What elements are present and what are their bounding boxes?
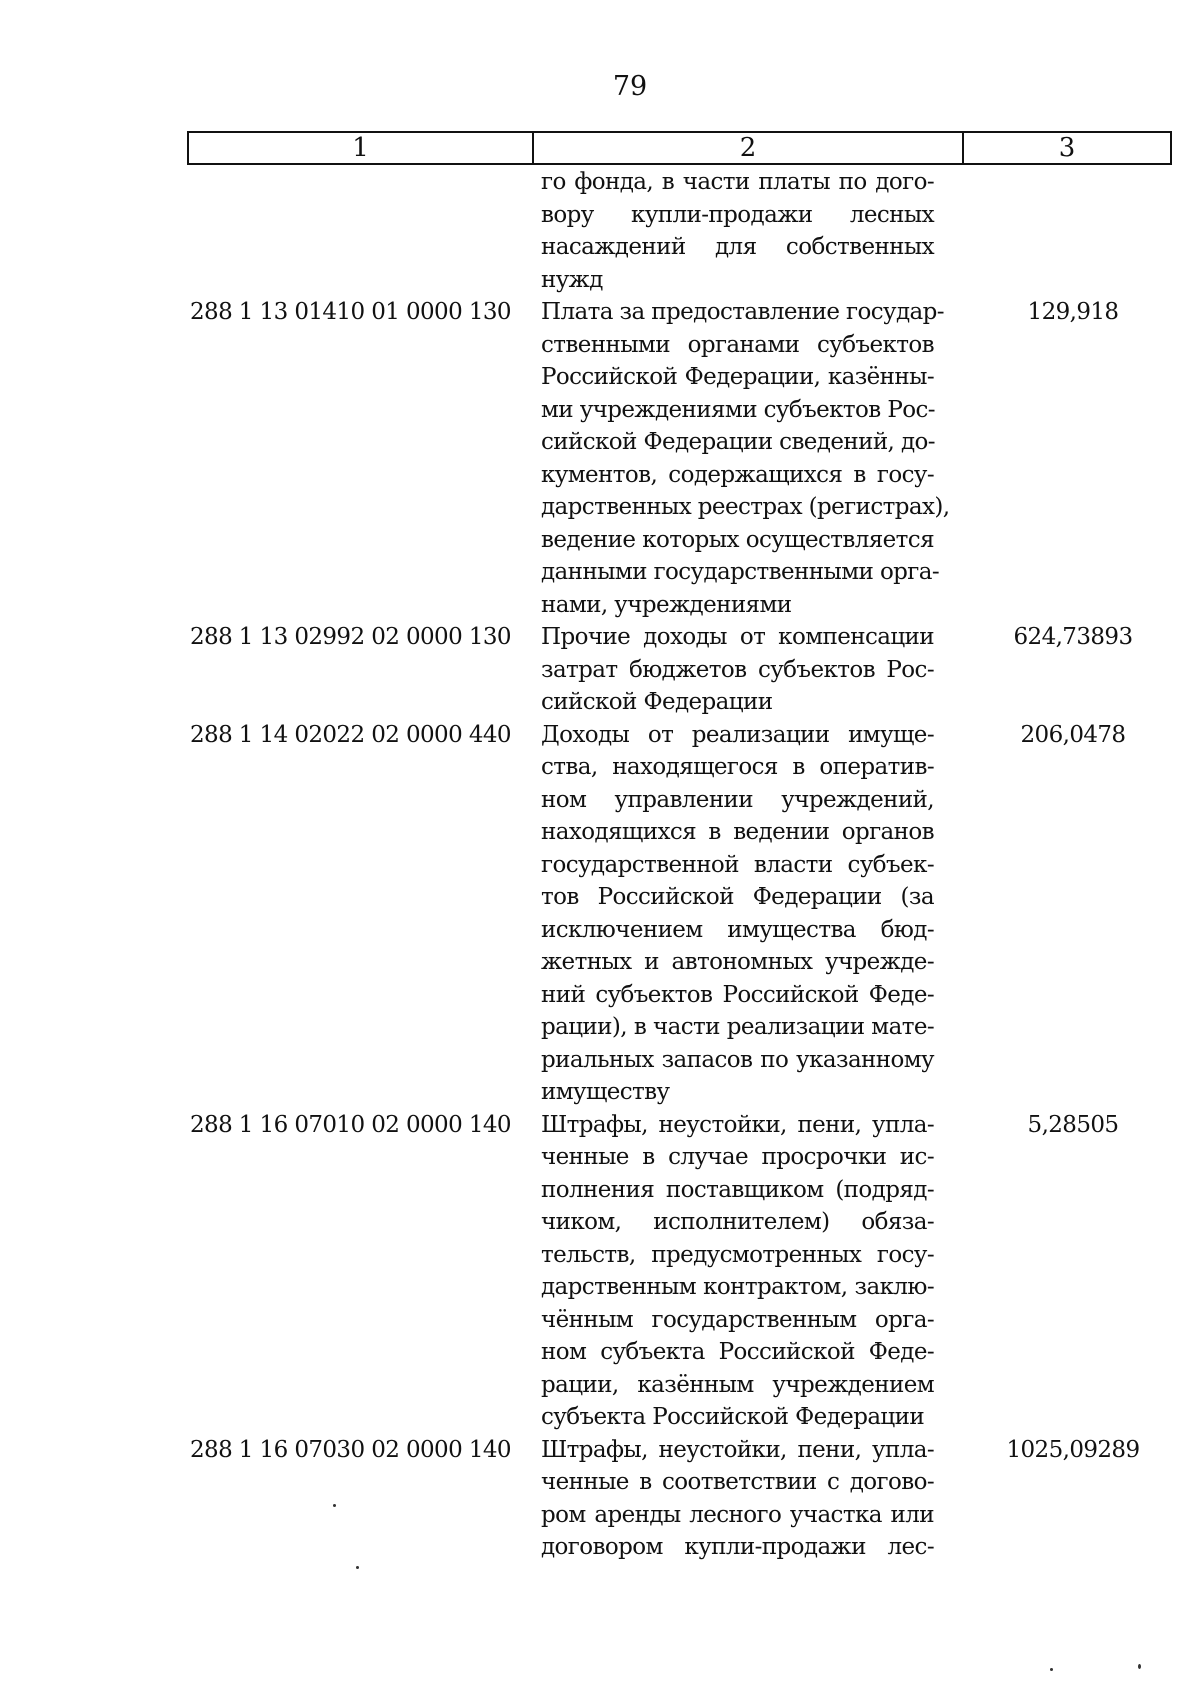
description-line: договором купли-продажи лес-	[541, 1534, 934, 1560]
description-line: ром аренды лесного участка или	[541, 1501, 934, 1528]
revenue-description	[532, 1434, 962, 1564]
table-row	[187, 1109, 1172, 1434]
description-line: Доходы от реализации имуще-	[541, 721, 934, 748]
description-line: ченные в соответствии с догово-	[541, 1469, 934, 1495]
revenue-amount: 1025,09289	[1006, 1436, 1140, 1463]
table-row	[187, 296, 1172, 621]
description-line: ном управлении учреждений,	[541, 786, 934, 813]
scan-speck	[333, 1504, 336, 1507]
description-line: государственной власти субъек-	[541, 851, 934, 878]
revenue-amount: 206,0478	[1020, 721, 1126, 748]
page-number: 79	[612, 71, 648, 102]
description-line: ном субъекта Российской Феде-	[541, 1339, 934, 1365]
revenue-code: 288 1 13 02992 02 0000 130	[190, 624, 511, 650]
description-line: чённым государственным орга-	[541, 1306, 934, 1333]
revenue-description	[532, 166, 962, 296]
revenue-description	[532, 719, 962, 1109]
description-line: ми учреждениями субъектов Рос-	[541, 396, 935, 423]
description-line: Штрафы, неустойки, пени, упла-	[541, 1436, 934, 1463]
description-line: рации, казённым учреждением	[541, 1371, 934, 1398]
description-line: субъекта Российской Федерации	[541, 1404, 925, 1430]
description-line: данными государственными орга-	[541, 559, 940, 585]
table-row	[187, 1434, 1172, 1564]
description-line: Прочие доходы от компенсации	[541, 624, 934, 650]
header-col-2: 2	[534, 133, 964, 163]
description-line: нами, учреждениями	[541, 591, 792, 618]
scan-speck	[356, 1566, 359, 1569]
revenue-amount: 624,73893	[1013, 624, 1133, 650]
description-line: насаждений для собственных	[541, 234, 934, 260]
description-line: сийской Федерации сведений, до-	[541, 429, 935, 455]
description-line: ведение которых осуществляется	[541, 526, 934, 553]
description-line: кументов, содержащихся в госу-	[541, 461, 934, 488]
description-line: рации), в части реализации мате-	[541, 1014, 934, 1040]
description-line: жетных и автономных учрежде-	[541, 949, 934, 975]
scan-speck	[1138, 1664, 1141, 1669]
description-line: ченные в случае просрочки ис-	[541, 1144, 934, 1170]
table-row	[187, 719, 1172, 1109]
description-line: Штрафы, неустойки, пени, упла-	[541, 1111, 934, 1138]
scan-speck	[1050, 1668, 1053, 1671]
description-line: полнения поставщиком (подряд-	[541, 1176, 934, 1203]
description-line: дарственным контрактом, заклю-	[541, 1274, 934, 1300]
table-body	[187, 166, 1172, 1564]
description-line: го фонда, в части платы по дого-	[541, 169, 934, 195]
table-row-continuation	[187, 166, 1172, 296]
description-line: вору купли-продажи лесных	[541, 201, 934, 228]
description-line: ний субъектов Российской Феде-	[541, 981, 934, 1008]
description-line: затрат бюджетов субъектов Рос-	[541, 656, 934, 683]
revenue-amount: 5,28505	[1027, 1111, 1119, 1138]
revenue-code: 288 1 13 01410 01 0000 130	[190, 299, 511, 325]
description-line: нужд	[541, 266, 603, 293]
description-line: чиком, исполнителем) обяза-	[541, 1209, 934, 1235]
table-row	[187, 621, 1172, 719]
description-line: имуществу	[541, 1079, 670, 1105]
header-col-3: 3	[1058, 133, 1076, 163]
header-col-1: 1	[189, 133, 534, 163]
revenue-code: 288 1 16 07030 02 0000 140	[190, 1436, 511, 1463]
description-line: ства, находящегося в оператив-	[541, 754, 934, 780]
description-line: дарственных реестрах (регистрах),	[541, 494, 950, 520]
table-header	[187, 131, 1172, 165]
description-line: тов Российской Федерации (за	[541, 884, 934, 910]
description-line: Плата за предоставление государ-	[541, 299, 944, 325]
description-line: тельств, предусмотренных госу-	[541, 1241, 934, 1268]
description-line: ственными органами субъектов	[541, 331, 934, 358]
revenue-description	[532, 1109, 962, 1434]
revenue-amount: 129,918	[1027, 299, 1119, 325]
description-line: исключением имущества бюд-	[541, 916, 934, 943]
description-line: риальных запасов по указанному	[541, 1046, 934, 1073]
description-line: сийской Федерации	[541, 689, 773, 715]
revenue-code: 288 1 14 02022 02 0000 440	[190, 721, 511, 748]
description-line: Российской Федерации, казённы-	[541, 364, 934, 390]
revenue-code: 288 1 16 07010 02 0000 140	[190, 1111, 511, 1138]
revenue-description	[532, 621, 962, 719]
description-line: находящихся в ведении органов	[541, 819, 934, 845]
revenue-description	[532, 296, 962, 621]
